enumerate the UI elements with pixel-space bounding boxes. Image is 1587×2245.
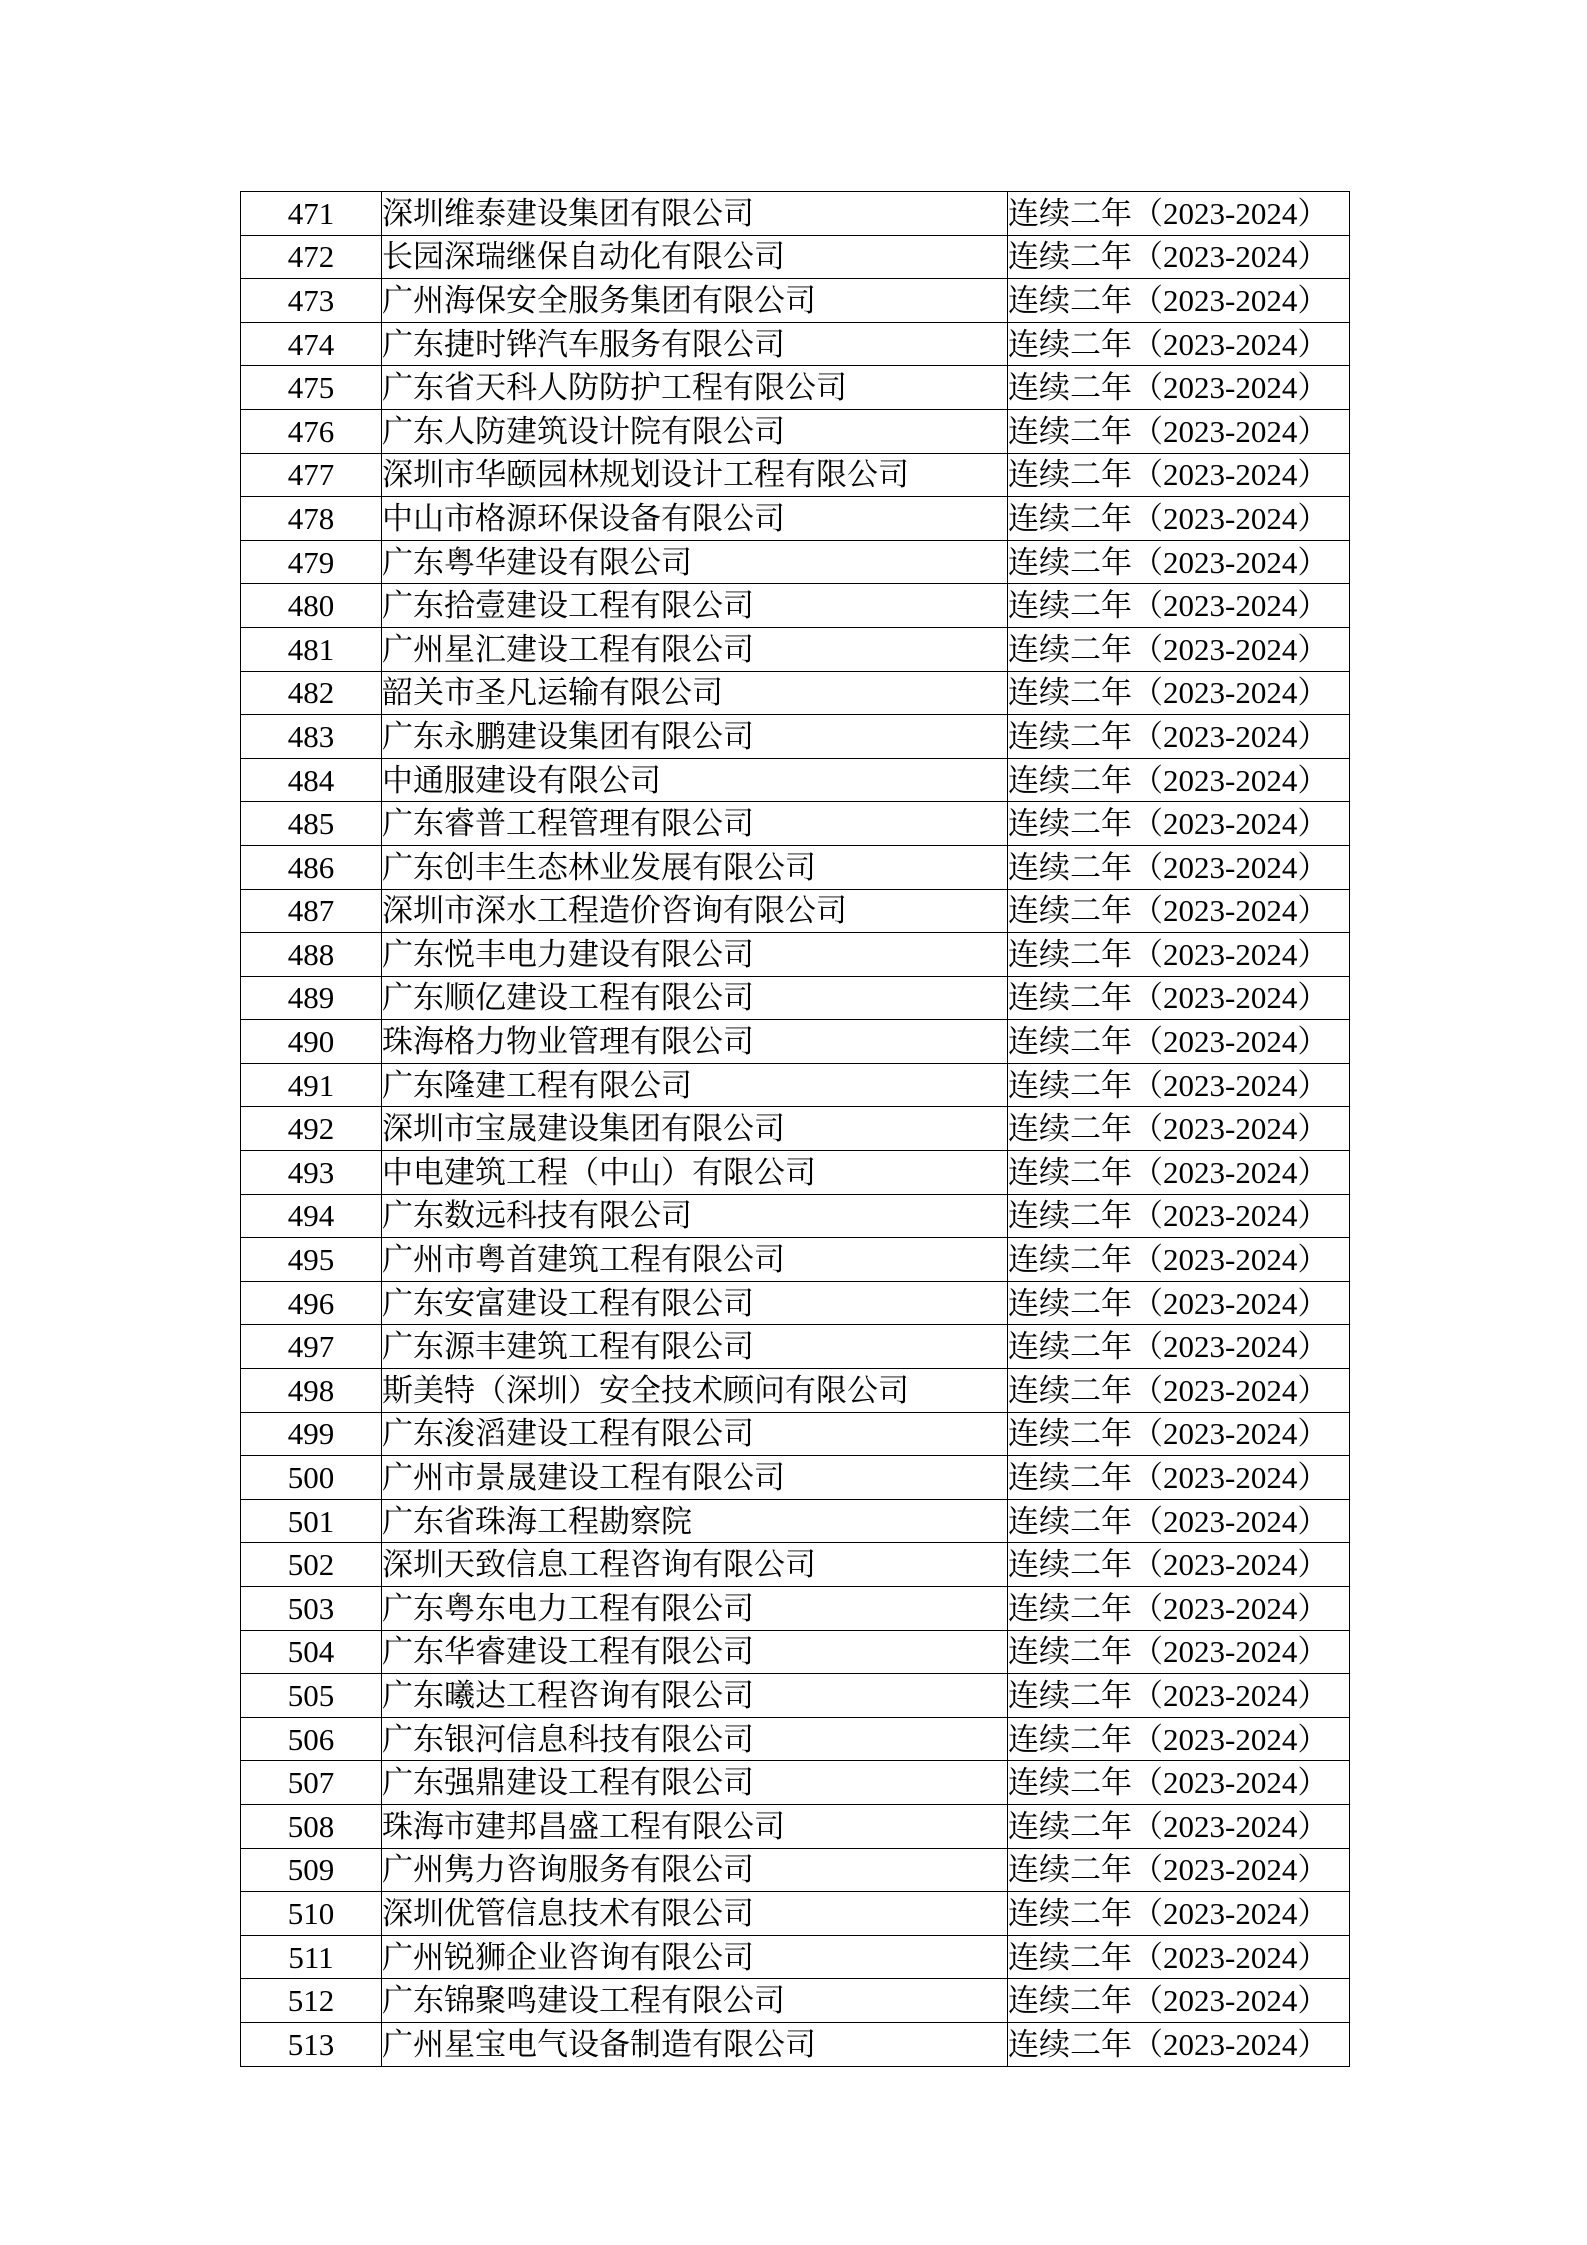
company-name: 广东粤东电力工程有限公司 xyxy=(382,1587,1008,1631)
table-row xyxy=(241,1674,1350,1718)
table-row xyxy=(241,235,1350,279)
table-row xyxy=(241,1412,1350,1456)
status-text: 连续二年（2023-2024） xyxy=(1008,1020,1350,1064)
status-text: 连续二年（2023-2024） xyxy=(1008,889,1350,933)
status-text: 连续二年（2023-2024） xyxy=(1008,1674,1350,1718)
row-number: 513 xyxy=(241,2022,382,2066)
table-row xyxy=(241,671,1350,715)
company-name: 广东捷时铧汽车服务有限公司 xyxy=(382,322,1008,366)
company-name: 广东浚滔建设工程有限公司 xyxy=(382,1412,1008,1456)
table-row xyxy=(241,1151,1350,1195)
row-number: 472 xyxy=(241,235,382,279)
table-row xyxy=(241,1281,1350,1325)
status-text: 连续二年（2023-2024） xyxy=(1008,627,1350,671)
status-text: 连续二年（2023-2024） xyxy=(1008,192,1350,236)
company-name: 深圳天致信息工程咨询有限公司 xyxy=(382,1543,1008,1587)
row-number: 476 xyxy=(241,409,382,453)
status-text: 连续二年（2023-2024） xyxy=(1008,1194,1350,1238)
row-number: 477 xyxy=(241,453,382,497)
company-name: 广东创丰生态林业发展有限公司 xyxy=(382,845,1008,889)
table-row xyxy=(241,409,1350,453)
row-number: 493 xyxy=(241,1151,382,1195)
row-number: 507 xyxy=(241,1761,382,1805)
status-text: 连续二年（2023-2024） xyxy=(1008,584,1350,628)
company-name: 广东锦聚鸣建设工程有限公司 xyxy=(382,1979,1008,2023)
table-row xyxy=(241,1543,1350,1587)
status-text: 连续二年（2023-2024） xyxy=(1008,715,1350,759)
table-row xyxy=(241,366,1350,410)
status-text: 连续二年（2023-2024） xyxy=(1008,1456,1350,1500)
company-name: 珠海市建邦昌盛工程有限公司 xyxy=(382,1804,1008,1848)
status-text: 连续二年（2023-2024） xyxy=(1008,279,1350,323)
company-name: 中山市格源环保设备有限公司 xyxy=(382,497,1008,541)
table-row xyxy=(241,1020,1350,1064)
company-list-table xyxy=(240,191,1350,2067)
company-name: 长园深瑞继保自动化有限公司 xyxy=(382,235,1008,279)
company-name: 广东睿普工程管理有限公司 xyxy=(382,802,1008,846)
table-row xyxy=(241,1935,1350,1979)
row-number: 501 xyxy=(241,1499,382,1543)
company-name: 广东强鼎建设工程有限公司 xyxy=(382,1761,1008,1805)
row-number: 495 xyxy=(241,1238,382,1282)
table-row xyxy=(241,584,1350,628)
status-text: 连续二年（2023-2024） xyxy=(1008,1848,1350,1892)
table-row xyxy=(241,1238,1350,1282)
company-table-body xyxy=(241,192,1350,2067)
status-text: 连续二年（2023-2024） xyxy=(1008,933,1350,977)
company-name: 广东银河信息科技有限公司 xyxy=(382,1717,1008,1761)
row-number: 509 xyxy=(241,1848,382,1892)
table-row xyxy=(241,497,1350,541)
status-text: 连续二年（2023-2024） xyxy=(1008,540,1350,584)
status-text: 连续二年（2023-2024） xyxy=(1008,845,1350,889)
table-row xyxy=(241,1499,1350,1543)
table-row xyxy=(241,845,1350,889)
status-text: 连续二年（2023-2024） xyxy=(1008,1979,1350,2023)
company-name: 深圳市深水工程造价咨询有限公司 xyxy=(382,889,1008,933)
table-row xyxy=(241,1717,1350,1761)
table-row xyxy=(241,715,1350,759)
company-name: 广州海保安全服务集团有限公司 xyxy=(382,279,1008,323)
company-name: 广东顺亿建设工程有限公司 xyxy=(382,976,1008,1020)
table-row xyxy=(241,1630,1350,1674)
status-text: 连续二年（2023-2024） xyxy=(1008,671,1350,715)
table-row xyxy=(241,2022,1350,2066)
status-text: 连续二年（2023-2024） xyxy=(1008,497,1350,541)
row-number: 497 xyxy=(241,1325,382,1369)
table-row xyxy=(241,1456,1350,1500)
company-name: 深圳市宝晟建设集团有限公司 xyxy=(382,1107,1008,1151)
row-number: 483 xyxy=(241,715,382,759)
status-text: 连续二年（2023-2024） xyxy=(1008,235,1350,279)
row-number: 480 xyxy=(241,584,382,628)
status-text: 连续二年（2023-2024） xyxy=(1008,409,1350,453)
status-text: 连续二年（2023-2024） xyxy=(1008,1804,1350,1848)
row-number: 498 xyxy=(241,1369,382,1413)
row-number: 481 xyxy=(241,627,382,671)
status-text: 连续二年（2023-2024） xyxy=(1008,1151,1350,1195)
table-row xyxy=(241,627,1350,671)
status-text: 连续二年（2023-2024） xyxy=(1008,366,1350,410)
row-number: 486 xyxy=(241,845,382,889)
status-text: 连续二年（2023-2024） xyxy=(1008,976,1350,1020)
row-number: 490 xyxy=(241,1020,382,1064)
table-row xyxy=(241,933,1350,977)
status-text: 连续二年（2023-2024） xyxy=(1008,758,1350,802)
row-number: 512 xyxy=(241,1979,382,2023)
status-text: 连续二年（2023-2024） xyxy=(1008,1499,1350,1543)
row-number: 505 xyxy=(241,1674,382,1718)
status-text: 连续二年（2023-2024） xyxy=(1008,1063,1350,1107)
row-number: 485 xyxy=(241,802,382,846)
company-name: 广州锐狮企业咨询有限公司 xyxy=(382,1935,1008,1979)
table-row xyxy=(241,453,1350,497)
status-text: 连续二年（2023-2024） xyxy=(1008,1717,1350,1761)
company-name: 广东华睿建设工程有限公司 xyxy=(382,1630,1008,1674)
row-number: 471 xyxy=(241,192,382,236)
row-number: 500 xyxy=(241,1456,382,1500)
row-number: 503 xyxy=(241,1587,382,1631)
table-row xyxy=(241,1587,1350,1631)
company-name: 广东源丰建筑工程有限公司 xyxy=(382,1325,1008,1369)
table-row xyxy=(241,976,1350,1020)
company-name: 广东数远科技有限公司 xyxy=(382,1194,1008,1238)
row-number: 511 xyxy=(241,1935,382,1979)
table-row xyxy=(241,279,1350,323)
company-name: 广东安富建设工程有限公司 xyxy=(382,1281,1008,1325)
status-text: 连续二年（2023-2024） xyxy=(1008,802,1350,846)
company-name: 深圳市华颐园林规划设计工程有限公司 xyxy=(382,453,1008,497)
row-number: 491 xyxy=(241,1063,382,1107)
table-row xyxy=(241,1979,1350,2023)
company-name: 广东悦丰电力建设有限公司 xyxy=(382,933,1008,977)
status-text: 连续二年（2023-2024） xyxy=(1008,322,1350,366)
table-row xyxy=(241,1107,1350,1151)
company-name: 广东省珠海工程勘察院 xyxy=(382,1499,1008,1543)
row-number: 487 xyxy=(241,889,382,933)
company-name: 中通服建设有限公司 xyxy=(382,758,1008,802)
row-number: 482 xyxy=(241,671,382,715)
company-name: 珠海格力物业管理有限公司 xyxy=(382,1020,1008,1064)
status-text: 连续二年（2023-2024） xyxy=(1008,2022,1350,2066)
status-text: 连续二年（2023-2024） xyxy=(1008,1892,1350,1936)
status-text: 连续二年（2023-2024） xyxy=(1008,1325,1350,1369)
status-text: 连续二年（2023-2024） xyxy=(1008,1587,1350,1631)
status-text: 连续二年（2023-2024） xyxy=(1008,1630,1350,1674)
row-number: 506 xyxy=(241,1717,382,1761)
table-row xyxy=(241,1804,1350,1848)
company-name: 广东拾壹建设工程有限公司 xyxy=(382,584,1008,628)
table-row xyxy=(241,1369,1350,1413)
row-number: 496 xyxy=(241,1281,382,1325)
table-row xyxy=(241,758,1350,802)
status-text: 连续二年（2023-2024） xyxy=(1008,1107,1350,1151)
row-number: 488 xyxy=(241,933,382,977)
company-name: 中电建筑工程（中山）有限公司 xyxy=(382,1151,1008,1195)
table-row xyxy=(241,322,1350,366)
company-name: 广东人防建筑设计院有限公司 xyxy=(382,409,1008,453)
row-number: 502 xyxy=(241,1543,382,1587)
table-row xyxy=(241,1848,1350,1892)
company-name: 广东曦达工程咨询有限公司 xyxy=(382,1674,1008,1718)
status-text: 连续二年（2023-2024） xyxy=(1008,453,1350,497)
row-number: 499 xyxy=(241,1412,382,1456)
table-row xyxy=(241,1761,1350,1805)
company-name: 广州市景晟建设工程有限公司 xyxy=(382,1456,1008,1500)
company-name: 深圳维泰建设集团有限公司 xyxy=(382,192,1008,236)
company-name: 广东省天科人防防护工程有限公司 xyxy=(382,366,1008,410)
company-name: 广州市粤首建筑工程有限公司 xyxy=(382,1238,1008,1282)
table-row xyxy=(241,1194,1350,1238)
table-row xyxy=(241,1892,1350,1936)
company-name: 深圳优管信息技术有限公司 xyxy=(382,1892,1008,1936)
row-number: 492 xyxy=(241,1107,382,1151)
row-number: 508 xyxy=(241,1804,382,1848)
row-number: 489 xyxy=(241,976,382,1020)
table-row xyxy=(241,1063,1350,1107)
status-text: 连续二年（2023-2024） xyxy=(1008,1281,1350,1325)
row-number: 475 xyxy=(241,366,382,410)
row-number: 484 xyxy=(241,758,382,802)
status-text: 连续二年（2023-2024） xyxy=(1008,1935,1350,1979)
company-name: 广州星汇建设工程有限公司 xyxy=(382,627,1008,671)
row-number: 473 xyxy=(241,279,382,323)
row-number: 510 xyxy=(241,1892,382,1936)
row-number: 504 xyxy=(241,1630,382,1674)
company-name: 广州隽力咨询服务有限公司 xyxy=(382,1848,1008,1892)
status-text: 连续二年（2023-2024） xyxy=(1008,1238,1350,1282)
table-row xyxy=(241,1325,1350,1369)
company-name: 广东隆建工程有限公司 xyxy=(382,1063,1008,1107)
table-row xyxy=(241,889,1350,933)
company-name: 韶关市圣凡运输有限公司 xyxy=(382,671,1008,715)
table-row xyxy=(241,192,1350,236)
row-number: 478 xyxy=(241,497,382,541)
company-name: 广东永鹏建设集团有限公司 xyxy=(382,715,1008,759)
table-row xyxy=(241,540,1350,584)
table-row xyxy=(241,802,1350,846)
row-number: 494 xyxy=(241,1194,382,1238)
company-name: 广东粤华建设有限公司 xyxy=(382,540,1008,584)
row-number: 474 xyxy=(241,322,382,366)
company-name: 斯美特（深圳）安全技术顾问有限公司 xyxy=(382,1369,1008,1413)
status-text: 连续二年（2023-2024） xyxy=(1008,1543,1350,1587)
company-name: 广州星宝电气设备制造有限公司 xyxy=(382,2022,1008,2066)
status-text: 连续二年（2023-2024） xyxy=(1008,1412,1350,1456)
status-text: 连续二年（2023-2024） xyxy=(1008,1761,1350,1805)
row-number: 479 xyxy=(241,540,382,584)
status-text: 连续二年（2023-2024） xyxy=(1008,1369,1350,1413)
